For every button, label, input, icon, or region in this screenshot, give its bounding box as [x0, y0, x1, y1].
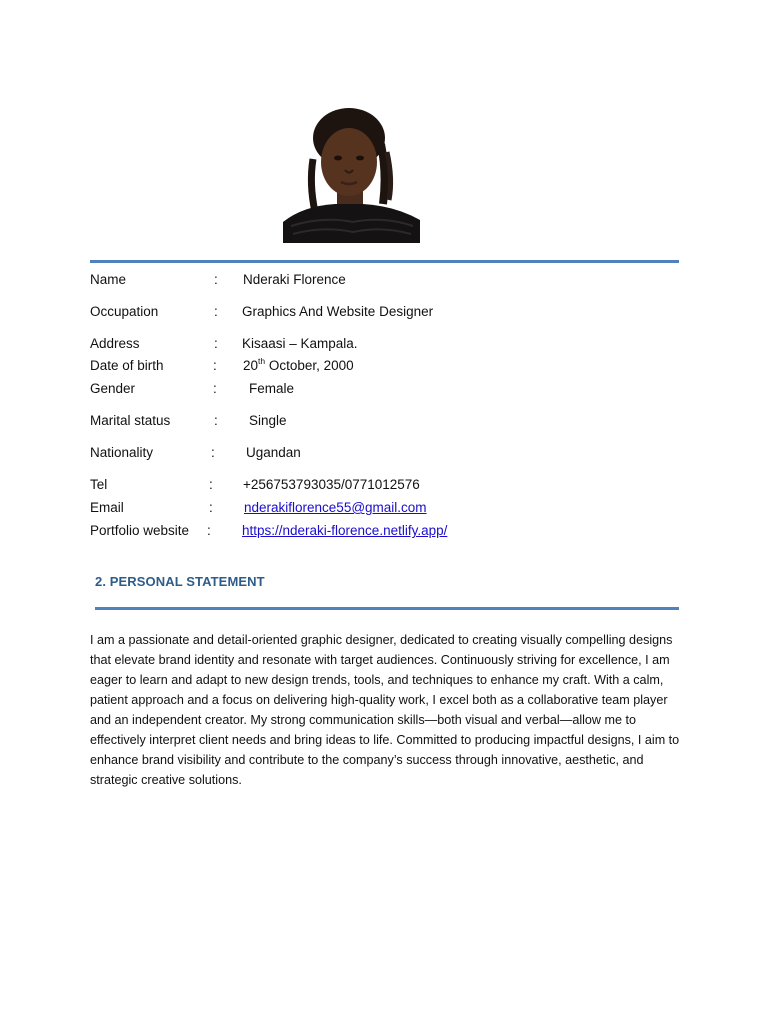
detail-value-gender: Female	[249, 381, 295, 396]
detail-label: Nationality	[90, 445, 154, 460]
detail-colon: :	[207, 523, 211, 538]
detail-value-nationality: Ugandan	[246, 445, 301, 460]
detail-row-nationality	[90, 443, 680, 463]
detail-row-portfolio	[90, 521, 680, 541]
dob-ordinal: th	[258, 356, 266, 366]
portfolio-link[interactable]: https://nderaki-florence.netlify.app/	[242, 523, 448, 538]
detail-row-occupation	[90, 302, 680, 322]
top-divider	[90, 260, 679, 263]
detail-label: Gender	[90, 381, 136, 396]
detail-colon: :	[213, 358, 217, 373]
detail-row-address	[90, 334, 680, 354]
detail-colon: :	[211, 445, 215, 460]
portrait-image	[283, 104, 420, 243]
detail-value-marital: Single	[249, 413, 287, 428]
detail-label: Name	[90, 272, 127, 287]
detail-colon: :	[214, 336, 218, 351]
detail-label: Occupation	[90, 304, 159, 319]
detail-row-marital	[90, 411, 680, 431]
email-link[interactable]: nderakiflorence55@gmail.com	[244, 500, 427, 515]
detail-colon: :	[209, 477, 213, 492]
section-divider	[95, 607, 679, 610]
detail-colon: :	[209, 500, 213, 515]
detail-colon: :	[214, 413, 218, 428]
detail-label: Date of birth	[90, 358, 164, 373]
detail-row-name	[90, 270, 680, 290]
detail-label: Address	[90, 336, 140, 351]
detail-label: Portfolio website	[90, 523, 190, 538]
detail-colon: :	[214, 272, 218, 287]
detail-label: Email	[90, 500, 124, 515]
detail-label: Marital status	[90, 413, 171, 428]
detail-row-email	[90, 498, 680, 518]
detail-label: Tel	[90, 477, 108, 492]
detail-value-occupation: Graphics And Website Designer	[242, 304, 434, 319]
detail-row-dob	[90, 356, 680, 376]
dob-rest: October, 2000	[265, 358, 354, 373]
detail-colon: :	[213, 381, 217, 396]
detail-row-tel	[90, 475, 680, 495]
personal-statement-text: I am a passionate and detail-oriented graphic designer, dedicated to creating visually compelling designs that elevate brand identity and resonate with target audiences. Continuously striving for excellence, I am eager to learn and adapt to new design trends, tools, and techniques to enhance my craft. With a calm, patient approach and a focus on delivering high-quality work, I excel both as a collaborative team player and an independent creator. My strong communication skills—both visual and verbal—allow me to effectively interpret client needs and bring ideas to life. Committed to producing impactful designs, I aim to enhance brand visibility and contribute to the company’s success through innovative, aesthetic, and strategic creative solutions.	[90, 633, 680, 787]
detail-value-name: Nderaki Florence	[243, 272, 346, 287]
detail-colon: :	[214, 304, 218, 319]
detail-row-gender	[90, 379, 680, 399]
section-heading-personal-statement: 2. PERSONAL STATEMENT	[95, 574, 265, 589]
detail-value-address: Kisaasi – Kampala.	[242, 336, 358, 351]
profile-photo	[283, 104, 420, 243]
detail-value-tel: +256753793035/0771012576	[243, 477, 420, 492]
dob-day: 20	[243, 358, 259, 373]
detail-value-dob	[243, 356, 354, 376]
